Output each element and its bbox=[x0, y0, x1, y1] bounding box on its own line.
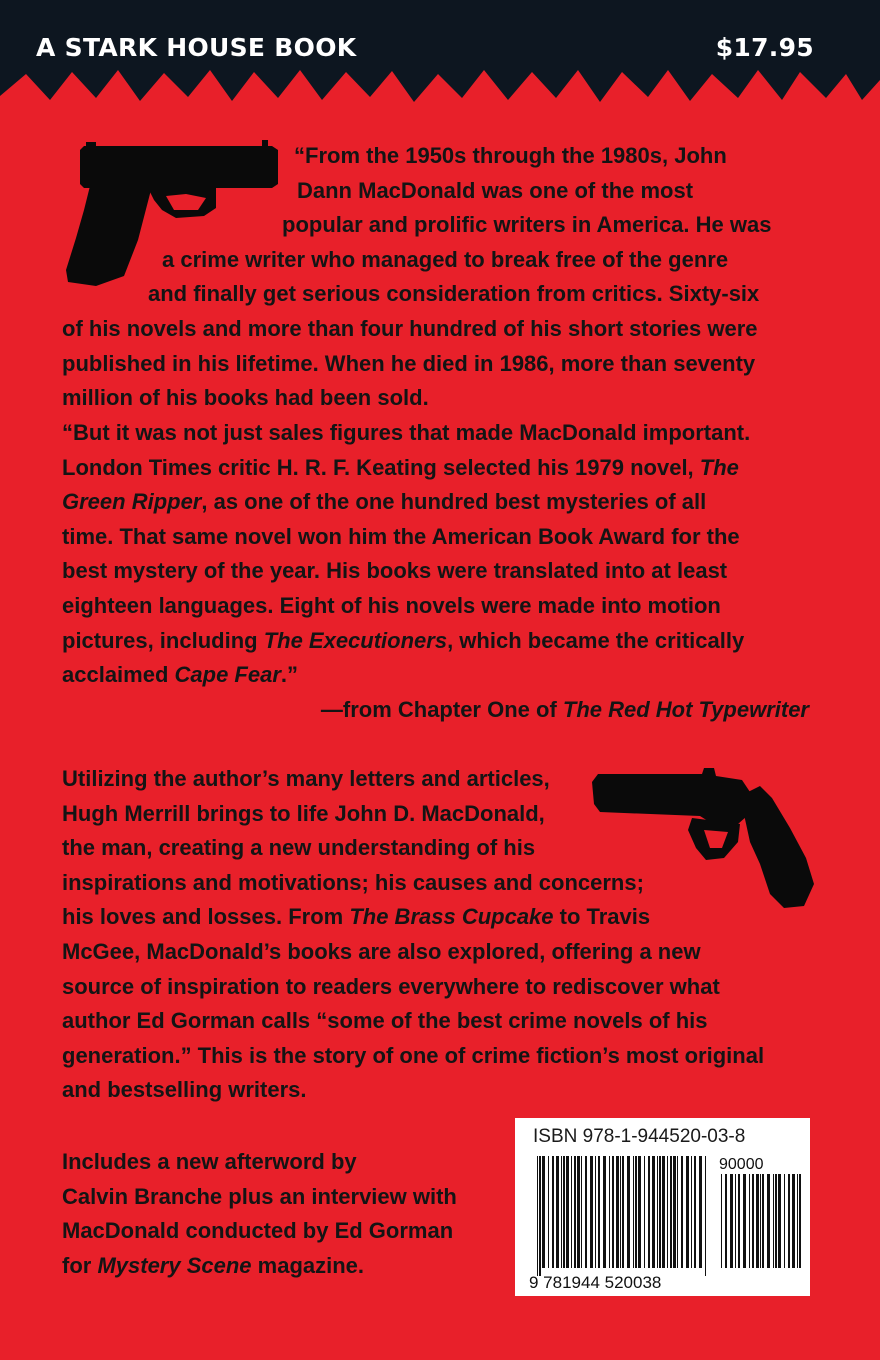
barcode-bar bbox=[627, 1156, 630, 1268]
barcode-bar bbox=[603, 1156, 606, 1268]
barcode-bar bbox=[673, 1156, 676, 1268]
barcode-bar bbox=[773, 1174, 774, 1268]
quote-line-3: popular and prolific writers in America. He was bbox=[282, 212, 772, 238]
barcode-bar bbox=[657, 1156, 658, 1268]
barcode-graphic bbox=[525, 1152, 805, 1292]
barcode-bar bbox=[622, 1156, 624, 1268]
barcode-bar bbox=[552, 1156, 554, 1268]
isbn-label: ISBN 978-1-944520-03-8 bbox=[533, 1126, 746, 1147]
quote2-line-8-text: acclaimed bbox=[62, 662, 175, 688]
quote-line-7: published in his lifetime. When he died in 1986, more than seventy bbox=[62, 350, 756, 376]
quote2-line-8-end: .” bbox=[280, 662, 299, 688]
barcode-bar bbox=[725, 1174, 727, 1268]
quote2-line-8 bbox=[62, 658, 822, 693]
barcode-bar bbox=[784, 1174, 785, 1268]
quote-attribution bbox=[321, 693, 809, 728]
barcode-bar bbox=[694, 1156, 696, 1268]
quote-line-1: “From the 1950s through the 1980s, John bbox=[294, 143, 727, 168]
barcode-bar bbox=[609, 1156, 610, 1268]
barcode-bar bbox=[571, 1156, 572, 1268]
quote2-line-6: eighteen languages. Eight of his novels were made into motion bbox=[62, 592, 721, 618]
title-the-brass-cupcake: The Brass Cupcake bbox=[349, 904, 554, 930]
barcode-bar bbox=[648, 1156, 650, 1268]
barcode-bar bbox=[581, 1156, 582, 1268]
barcode-bar bbox=[735, 1174, 736, 1268]
barcode-bar bbox=[762, 1174, 764, 1268]
barcode-bar bbox=[681, 1156, 683, 1268]
barcode-bar bbox=[542, 1156, 545, 1268]
desc-line-7: source of inspiration to readers everywhere to rediscover what bbox=[62, 973, 720, 999]
barcode-bar bbox=[616, 1156, 619, 1268]
quote-line-8: million of his books had been sold. bbox=[62, 385, 429, 411]
quote2-line-3-text: , as one of the one hundred best mysteries of all bbox=[201, 489, 707, 515]
quote2-line-4: time. That same novel won him the American Book Award for the bbox=[62, 523, 740, 549]
quote-paragraph-1 bbox=[62, 139, 822, 416]
price-label: $17.95 bbox=[715, 33, 814, 62]
barcode-bar bbox=[537, 1156, 538, 1276]
description-paragraph bbox=[62, 762, 822, 1108]
barcode-bar bbox=[659, 1156, 661, 1268]
title-mystery-scene: Mystery Scene bbox=[97, 1252, 252, 1278]
barcode-bar bbox=[577, 1156, 580, 1268]
quote2-line-2-text: London Times critic H. R. F. Keating selected his 1979 novel, bbox=[62, 454, 700, 480]
title-cape-fear: Cape Fear bbox=[174, 662, 281, 688]
barcode-bar bbox=[662, 1156, 665, 1268]
title-the-red-hot-typewriter: The Red Hot Typewriter bbox=[562, 697, 809, 722]
barcode-bar bbox=[652, 1156, 655, 1268]
extras-line-3: MacDonald conducted by Ed Gorman bbox=[62, 1218, 454, 1244]
barcode-bar bbox=[730, 1174, 733, 1268]
barcode-bar bbox=[563, 1156, 565, 1268]
barcode-bar bbox=[760, 1174, 761, 1268]
quote-line-2: Dann MacDonald was one of the most bbox=[297, 177, 694, 203]
quote2-line-7 bbox=[62, 624, 822, 659]
barcode-addon-digits: 90000 bbox=[719, 1156, 764, 1173]
extras-line-4-end: magazine. bbox=[251, 1252, 365, 1278]
quote-line-4: a crime writer who managed to break free of the genre bbox=[162, 246, 729, 272]
quote2-line-1: “But it was not just sales figures that made MacDonald important. bbox=[62, 420, 751, 445]
barcode-bar bbox=[548, 1156, 549, 1268]
extras-line-1: Includes a new afterword by bbox=[62, 1149, 357, 1174]
desc-line-4: inspirations and motivations; his causes and concerns; bbox=[62, 869, 644, 895]
barcode-bar bbox=[738, 1174, 740, 1268]
title-the-green-ripper-part2: Green Ripper bbox=[62, 489, 202, 515]
desc-line-6: McGee, MacDonald’s books are also explored, offering a new bbox=[62, 938, 701, 964]
barcode-bar bbox=[775, 1174, 777, 1268]
barcode-bar bbox=[670, 1156, 672, 1268]
barcode-bar bbox=[778, 1174, 781, 1268]
quote2-line-7-text: pictures, including bbox=[62, 627, 264, 653]
barcode-bars-main bbox=[537, 1156, 706, 1276]
barcode-bar bbox=[638, 1156, 641, 1268]
barcode-main-digits: 9 781944 520038 bbox=[529, 1273, 662, 1292]
barcode-bar bbox=[633, 1156, 634, 1268]
desc-line-5 bbox=[62, 900, 822, 935]
barcode-bar bbox=[539, 1156, 541, 1276]
quote2-line-3 bbox=[62, 485, 822, 520]
desc-line-8: author Ed Gorman calls “some of the best crime novels of his bbox=[62, 1008, 708, 1034]
barcode-bar bbox=[721, 1174, 722, 1268]
quote2-line-2 bbox=[62, 451, 822, 486]
barcode-bar bbox=[788, 1174, 790, 1268]
barcode-bar bbox=[743, 1174, 746, 1268]
barcode-bar bbox=[749, 1174, 750, 1268]
desc-line-5-text: his loves and losses. From bbox=[62, 904, 350, 930]
barcode-bar bbox=[612, 1156, 614, 1268]
barcode-bar bbox=[574, 1156, 576, 1268]
quote-paragraph-2 bbox=[62, 416, 822, 693]
barcode-bar bbox=[799, 1174, 801, 1268]
quote2-line-7-end: , which became the critically bbox=[447, 627, 745, 653]
desc-line-10: and bestselling writers. bbox=[62, 1077, 307, 1103]
desc-line-1: Utilizing the author’s many letters and articles, bbox=[62, 766, 550, 791]
desc-line-5-end: to Travis bbox=[553, 904, 651, 930]
barcode-bar bbox=[556, 1156, 559, 1268]
publisher-label: A STARK HOUSE BOOK bbox=[36, 33, 357, 62]
quote-line-5: and finally get serious consideration from critics. Sixty-six bbox=[148, 281, 760, 307]
desc-line-3: the man, creating a new understanding of his bbox=[62, 835, 536, 861]
barcode-bar bbox=[756, 1174, 759, 1268]
quote-line-6: of his novels and more than four hundred of his short stories were bbox=[62, 315, 758, 341]
barcode-bar bbox=[667, 1156, 668, 1268]
barcode-bar bbox=[705, 1156, 706, 1276]
barcode-bar bbox=[598, 1156, 600, 1268]
barcode-bar bbox=[644, 1156, 645, 1268]
barcode-bars-addon bbox=[721, 1174, 801, 1268]
attribution-text: —from Chapter One of bbox=[320, 697, 563, 722]
barcode-bar bbox=[566, 1156, 569, 1268]
barcode-bar bbox=[686, 1156, 689, 1268]
quote2-line-5: best mystery of the year. His books were translated into at least bbox=[62, 558, 728, 584]
barcode-bar bbox=[585, 1156, 587, 1268]
barcode-bar bbox=[752, 1174, 754, 1268]
barcode-bar bbox=[699, 1156, 702, 1268]
barcode-bar bbox=[677, 1156, 678, 1268]
extras-line-4-text: for bbox=[62, 1252, 98, 1278]
title-the-green-ripper-part1: The bbox=[699, 454, 739, 480]
barcode-bar bbox=[620, 1156, 621, 1268]
barcode-bar bbox=[561, 1156, 562, 1268]
barcode-box bbox=[515, 1118, 810, 1296]
barcode-bar bbox=[590, 1156, 593, 1268]
barcode-bar bbox=[635, 1156, 637, 1268]
barcode-bar bbox=[691, 1156, 692, 1268]
desc-line-2: Hugh Merrill brings to life John D. MacDonald, bbox=[62, 800, 545, 826]
barcode-bar bbox=[767, 1174, 770, 1268]
title-the-executioners: The Executioners bbox=[263, 627, 448, 653]
barcode-bar bbox=[792, 1174, 795, 1268]
barcode-bar bbox=[797, 1174, 798, 1268]
extras-line-2: Calvin Branche plus an interview with bbox=[62, 1183, 457, 1209]
barcode-bar bbox=[595, 1156, 596, 1268]
desc-line-9: generation.” This is the story of one of crime fiction’s most original bbox=[62, 1042, 765, 1068]
